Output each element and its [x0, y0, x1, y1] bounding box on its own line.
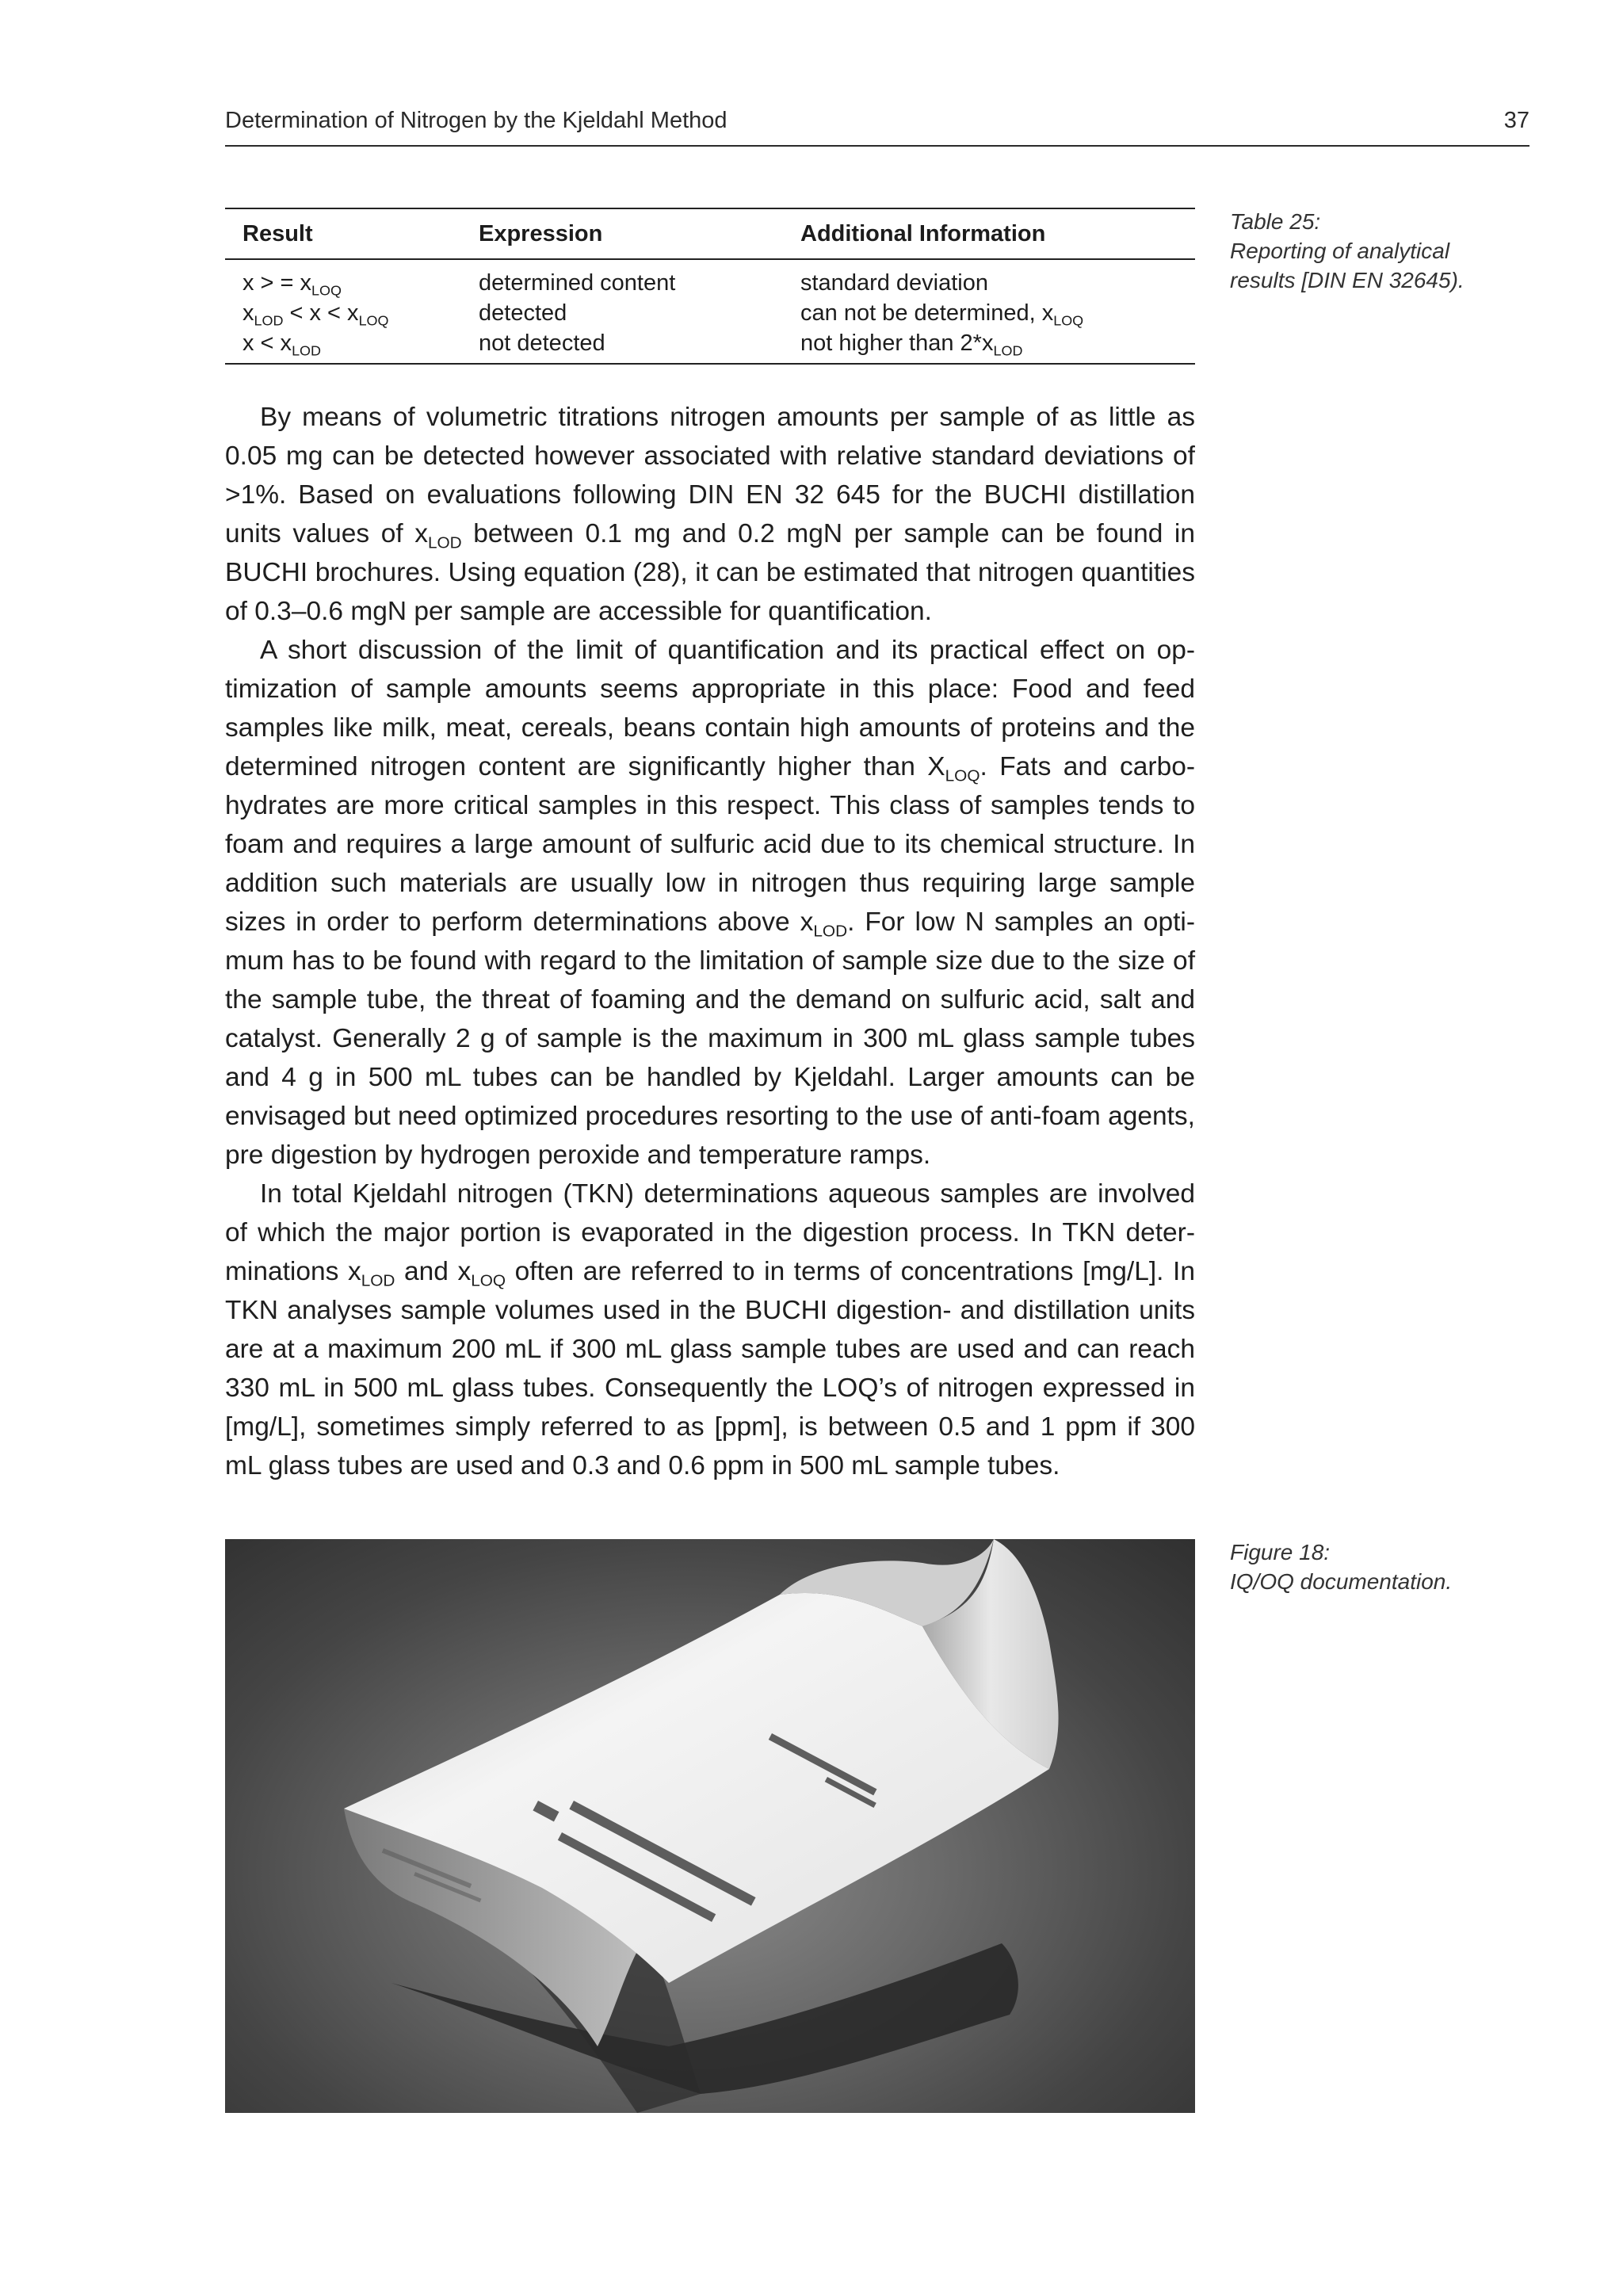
table-caption-label: Table 25: — [1230, 209, 1321, 234]
col-header-additional-information: Additional Information — [783, 208, 1195, 259]
cell-info: can not be determined, $x_{LOQ}$ — [800, 300, 1084, 329]
paragraph: In total Kjeldahl nitrogen (TKN) determinations aqueous samples are involved of which the major portion is evaporated in the digestion process. In TKN determinations $x_{LOD}$ and $x_{LOQ}$ often are referred to in terms of concentrations [mg/L]. In TKN analyses sample volumes used in the BUCHI digestion- and distillation units are at a maximum 200 mL if 300 mL glass sample tubes are used and can reach 330 mL in 500 mL glass tubes. Consequently the LOQ’s of nitrogen expressed in [mg/L], sometimes simply referred to as [ppm], is between 0.5 and 1 ppm if 300 mL glass tubes are used and 0.3 and 0.6 ppm in 500 mL sample tubes. — [225, 1179, 1195, 1480]
running-header-title: Determination of Nitrogen by the Kjeldahl Method — [225, 108, 727, 133]
page-number: 37 — [1503, 108, 1529, 133]
cell-result: x > = $x_{LOQ}$ — [242, 270, 342, 299]
iq-oq-document-photo — [225, 1539, 1195, 2113]
col-header-expression: Expression — [461, 208, 783, 259]
col-header-result: Result — [225, 208, 461, 259]
table-row — [225, 328, 1195, 364]
table-caption-line: results [DIN EN 32645). — [1230, 268, 1465, 292]
paragraph: A short discussion of the limit of quantification and its practical effect on optimization of sample amounts seems appropriate in this place: Food and feed samples like milk, meat, cereals, beans contain high amounts of proteins and the determined nitrogen content are significantly higher than $X_{LOQ}$. Fats and carbohydrates are more critical samples in this respect. This class of samples tends to foam and requires a large amount of sulfuric acid due to its chemical structure. In addition such materials are usually low in nitrogen thus requiring large sample sizes in order to perform determinations above $x_{LOD}$. For low N samples an optimum has to be found with regard to the limitation of sample size due to the size of the sample tube, the threat of foaming and the demand on sulfuric acid, salt and catalyst. Generally 2 g of sample is the maximum in 300 mL glass sample tubes and 4 g in 500 mL tubes can be handled by Kjeldahl. Larger amounts can be envisaged but need optimized procedures resorting to the use of anti-foam agents, pre digestion by hydrogen peroxide and temperature ramps. — [225, 636, 1196, 1170]
cell-info: standard deviation — [800, 270, 988, 296]
cell-result: $x_{LOD} < x < x_{LOQ}$ — [242, 300, 389, 329]
header-rule — [225, 145, 1529, 147]
figure-caption-label: Figure 18: — [1230, 1540, 1331, 1564]
cell-expression: not detected — [461, 328, 783, 364]
paragraph: By means of volumetric titrations nitrogen amounts per sample of as little as 0.05 mg can be detected however associated with relative standard deviations of >1%. Based on evaluations following DIN EN 32 645 for the BUCHI distillation units values of $x_{LOD}$ between 0.1 mg and 0.2 mgN per sample can be found in BUCHI brochures. Using equation (28), it can be estimated that nitrogen quantities of 0.3–0.6 mgN per sample are accessible for quantification. — [225, 403, 1195, 626]
figure-caption — [1230, 1538, 1515, 1596]
figure-photo — [225, 1539, 1195, 2113]
table-header-row — [225, 208, 1195, 259]
cell-expression: detected — [479, 300, 567, 326]
cell-result: $x < x_{LOD}$ — [225, 328, 461, 364]
table-caption — [1230, 207, 1515, 295]
table-row — [225, 298, 1195, 328]
cell-expression: determined content — [479, 270, 676, 296]
table-caption-line: Reporting of analytical — [1230, 239, 1450, 263]
table-row — [225, 259, 1195, 298]
figure-caption-text: IQ/OQ documentation. — [1230, 1569, 1453, 1594]
cell-info: not higher than $2*x_{LOD}$ — [783, 328, 1195, 364]
results-table — [225, 208, 1195, 365]
body-text — [225, 398, 1195, 1485]
